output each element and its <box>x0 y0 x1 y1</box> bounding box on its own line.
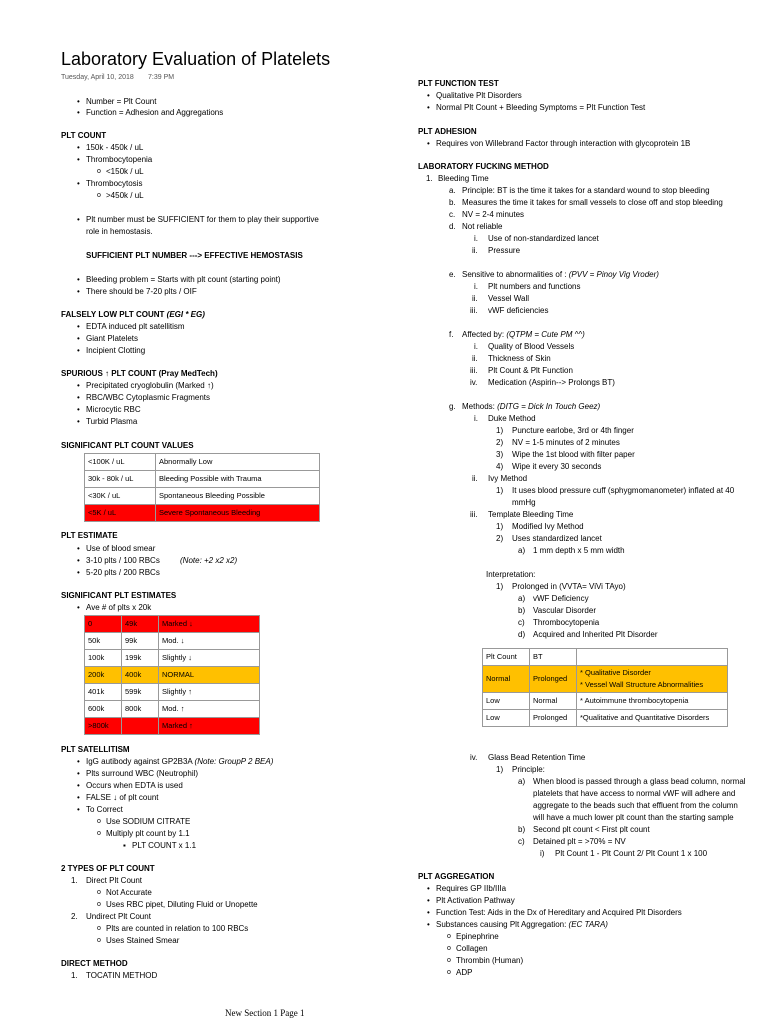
list-letter: c) <box>518 618 525 627</box>
list-item: Modified Ivy Method <box>512 522 584 531</box>
list-item: TOCATIN METHOD <box>86 971 158 980</box>
page-date: Tuesday, April 10, 2018 <box>61 74 134 81</box>
list-item: Acquired and Inherited Plt Disorder <box>533 630 658 639</box>
table-cell: *Qualitative and Quantitative Disorders <box>577 710 728 727</box>
list-item: Thickness of Skin <box>488 354 551 363</box>
list-item: Wipe it every 30 seconds <box>512 462 602 471</box>
table-cell: Low <box>483 693 530 710</box>
table-cell: <100K / uL <box>85 454 156 471</box>
list-item: Ivy Method <box>488 474 528 483</box>
table-cell: <30K / uL <box>85 488 156 505</box>
list-item: NV = 1-5 minutes of 2 minutes <box>512 438 620 447</box>
list-item: o Multiply plt count by 1.1 <box>106 828 190 840</box>
list-item: o <150k / uL <box>106 166 144 178</box>
item-text: IgG autibody against GP2B3A <box>86 757 193 766</box>
table-cell: 199k <box>122 650 159 667</box>
list-item <box>462 329 585 341</box>
item-text: Substances causing Plt Aggregation: <box>436 920 567 929</box>
list-item: Uses standardized lancet <box>512 534 602 543</box>
list-letter: a) <box>518 777 526 786</box>
table-row <box>85 633 260 650</box>
list-item: 1 mm depth x 5 mm width <box>533 546 625 555</box>
table-cell: Slightly ↑ <box>159 684 260 701</box>
list-number: 1. <box>71 971 78 980</box>
list-item: o Epinephrine <box>456 931 499 943</box>
section-heading: SPURIOUS ↑ PLT COUNT (Pray MedTech) <box>61 369 218 378</box>
list-item: o >450k / uL <box>106 190 144 202</box>
table-cell: 50k <box>85 633 122 650</box>
list-roman: i. <box>474 414 478 423</box>
mnemonic-note: (EGI * EG) <box>166 310 205 319</box>
list-roman: ii. <box>472 474 478 483</box>
table-cell: 600k <box>85 701 122 718</box>
list-number: 2) <box>496 534 504 543</box>
list-item: • Turbid Plasma <box>86 416 137 428</box>
list-item: • Thrombocytosis <box>86 178 142 190</box>
table-cell: Slightly ↓ <box>159 650 260 667</box>
list-item: • EDTA induced plt satellitism <box>86 321 185 333</box>
list-item: • Thrombocytopenia <box>86 154 152 166</box>
list-roman: iv. <box>470 753 478 762</box>
list-item: Puncture earlobe, 3rd or 4th finger <box>512 426 634 435</box>
list-letter: e. <box>449 270 456 279</box>
list-letter: b. <box>449 198 456 207</box>
list-item: Prolonged in (VVTA= ViVi TAyo) <box>512 582 626 591</box>
estimate-note: (Note: +2 x2 x2) <box>180 556 238 565</box>
section-heading: LABORATORY FUCKING METHOD <box>418 162 549 171</box>
table-header <box>577 649 728 666</box>
text-line: will have a much lower plt count than the starting sample <box>533 813 734 822</box>
list-letter: a. <box>449 186 456 195</box>
list-item: Quality of Blood Vessels <box>488 342 575 351</box>
table-row <box>483 649 728 666</box>
list-roman: ii. <box>472 354 478 363</box>
heading-text: FALSELY LOW PLT COUNT <box>61 310 165 319</box>
mnemonic-note: (EC TARA) <box>568 920 608 929</box>
table-cell: 200k <box>85 667 122 684</box>
list-item: Undirect Plt Count <box>86 912 151 921</box>
list-item: • Requires GP IIb/IIIa <box>436 883 506 895</box>
list-number: 2. <box>71 912 78 921</box>
table-cell: Prolonged <box>530 710 577 727</box>
list-number: 1) <box>496 486 504 495</box>
list-roman: ii. <box>472 294 478 303</box>
list-item: • 5-20 plts / 200 RBCs <box>86 567 160 579</box>
list-letter: c) <box>518 837 525 846</box>
list-item <box>462 401 600 413</box>
list-item: Second plt count < First plt count <box>533 825 650 834</box>
list-item: • Use of blood smear <box>86 543 155 555</box>
table-header: Plt Count <box>483 649 530 666</box>
table-cell: <5K / uL <box>85 505 156 522</box>
page-time: 7:39 PM <box>148 74 175 81</box>
list-item: Principle: <box>512 765 545 774</box>
list-item <box>462 269 659 281</box>
table-cell: 800k <box>122 701 159 718</box>
table-cell: Low <box>483 710 530 727</box>
list-letter: a) <box>518 546 526 555</box>
table-row <box>85 701 260 718</box>
cell-line: * Qualitative Disorder <box>580 668 651 677</box>
list-item: o Plts are counted in relation to 100 RBCs <box>106 923 248 935</box>
list-roman: i. <box>474 234 478 243</box>
table-cell: * Autoimmune thrombocytopenia <box>577 693 728 710</box>
table-cell: Marked ↓ <box>159 616 260 633</box>
highlight-text: SUFFICIENT PLT NUMBER ---> EFFECTIVE HEMOSTASIS <box>86 251 303 260</box>
list-item: Not reliable <box>462 222 503 231</box>
list-item: • Function Test: Aids in the Dx of Hereditary and Acquired Plt Disorders <box>436 907 682 919</box>
table-row <box>483 710 728 727</box>
table-row <box>85 616 260 633</box>
list-item: • Giant Platelets <box>86 333 138 345</box>
table-cell: 401k <box>85 684 122 701</box>
list-number: 1) <box>496 582 504 591</box>
page-footer: New Section 1 Page 1 <box>225 1008 305 1018</box>
list-item: o ADP <box>456 967 472 979</box>
list-item: o Use SODIUM CITRATE <box>106 816 190 828</box>
section-heading <box>61 309 205 321</box>
list-number: 1. <box>71 876 78 885</box>
table-cell: 400k <box>122 667 159 684</box>
list-item <box>436 919 608 931</box>
table-cell <box>577 666 728 693</box>
list-item: Template Bleeding Time <box>488 510 574 519</box>
list-item: • Occurs when EDTA is used <box>86 780 183 792</box>
table-cell: 0 <box>85 616 122 633</box>
list-item: Thrombocytopenia <box>533 618 600 627</box>
list-number: 3) <box>496 450 504 459</box>
list-roman: iii. <box>470 306 478 315</box>
table-cell: Mod. ↑ <box>159 701 260 718</box>
table-row <box>85 684 260 701</box>
section-heading: PLT ADHESION <box>418 127 477 136</box>
bleeding-time-table <box>482 648 728 727</box>
table-cell: Spontaneous Bleeding Possible <box>156 488 320 505</box>
list-item <box>86 756 273 768</box>
section-heading: PLT FUNCTION TEST <box>418 79 499 88</box>
table-cell: 30k - 80k / uL <box>85 471 156 488</box>
list-item: o Collagen <box>456 943 488 955</box>
cell-line: * Vessel Wall Structure Abnormalities <box>580 680 704 689</box>
list-item: vWF Deficiency <box>533 594 589 603</box>
table-cell <box>122 718 159 735</box>
table-cell: Marked ↑ <box>159 718 260 735</box>
list-item: • FALSE ↓ of plt count <box>86 792 158 804</box>
section-heading: PLT AGGREGATION <box>418 872 495 881</box>
list-item: o Not Accurate <box>106 887 152 899</box>
list-letter: g. <box>449 402 456 411</box>
list-item: • Qualitative Plt Disorders <box>436 90 522 102</box>
text-line: When blood is passed through a glass bead column, normal <box>533 777 746 786</box>
section-heading: SIGNIFICANT PLT ESTIMATES <box>61 591 177 600</box>
list-number: 1) <box>496 765 504 774</box>
list-item: • 3-10 plts / 100 RBCs <box>86 555 160 567</box>
list-letter: d) <box>518 630 526 639</box>
list-item: Use of non-standardized lancet <box>488 234 599 243</box>
list-item: • Ave # of plts x 20k <box>86 602 151 614</box>
plt-count-values-table <box>84 453 320 522</box>
list-item: Direct Plt Count <box>86 876 143 885</box>
table-cell: 49k <box>122 616 159 633</box>
table-cell: 99k <box>122 633 159 650</box>
table-cell: 100k <box>85 650 122 667</box>
list-letter: d. <box>449 222 456 231</box>
list-item: Measures the time it takes for small vessels to close off and stop bleeding <box>462 198 723 207</box>
list-item: • To Correct <box>86 804 123 816</box>
list-item: • Plt number must be SUFFICIENT for them to play their supportive <box>86 214 319 226</box>
text-line: platelets that have access to normal vWF will adhere and <box>533 789 736 798</box>
list-item: • Function = Adhesion and Aggregations <box>86 107 223 119</box>
mnemonic-note: (DITG = Dick In Touch Geez) <box>497 402 601 411</box>
list-item: Plt Count & Plt Function <box>488 366 573 375</box>
text-line: mmHg <box>512 498 536 507</box>
plt-estimates-table <box>84 615 260 735</box>
list-item: o Thrombin (Human) <box>456 955 523 967</box>
list-number: 1) <box>496 522 504 531</box>
table-cell: NORMAL <box>159 667 260 684</box>
list-roman: iii. <box>470 510 478 519</box>
list-item: • Microcytic RBC <box>86 404 141 416</box>
list-roman: ii. <box>472 246 478 255</box>
table-row <box>85 471 320 488</box>
list-item: Detained plt = >70% = NV <box>533 837 626 846</box>
list-letter: b) <box>518 606 526 615</box>
list-item: • Requires von Willebrand Factor through interaction with glycoprotein 1B <box>436 138 690 150</box>
list-item: Bleeding Time <box>438 174 489 183</box>
list-letter: c. <box>449 210 456 219</box>
section-heading: PLT COUNT <box>61 131 107 140</box>
formula: Plt Count 1 - Plt Count 2/ Plt Count 1 x 100 <box>555 849 708 858</box>
list-roman: i) <box>540 849 545 858</box>
list-item: • Normal Plt Count + Bleeding Symptoms = Plt Function Test <box>436 102 645 114</box>
list-item: o Uses RBC pipet, Diluting Fluid or Unopette <box>106 899 258 911</box>
list-item: • Plts surround WBC (Neutrophil) <box>86 768 198 780</box>
list-item: • Incipient Clotting <box>86 345 145 357</box>
list-roman: i. <box>474 342 478 351</box>
list-item: • RBC/WBC Cytoplasmic Fragments <box>86 392 210 404</box>
list-item: • Bleeding problem = Starts with plt count (starting point) <box>86 274 281 286</box>
list-item: ▪ PLT COUNT x 1.1 <box>132 840 196 852</box>
table-row <box>85 650 260 667</box>
table-cell: 599k <box>122 684 159 701</box>
mnemonic-note: (Note: GroupP 2 BEA) <box>194 757 274 766</box>
table-cell: Severe Spontaneous Bleeding <box>156 505 320 522</box>
text-line: aggregate to the beads such that effluent from the column <box>533 801 738 810</box>
table-row <box>483 666 728 693</box>
list-item: • There should be 7-20 plts / OIF <box>86 286 197 298</box>
table-cell: Prolonged <box>530 666 577 693</box>
table-row <box>483 693 728 710</box>
list-item: It uses blood pressure cuff (sphygmomanometer) inflated at 40 <box>512 486 735 495</box>
list-item: Plt numbers and functions <box>488 282 581 291</box>
list-item: Medication (Aspirin--> Prolongs BT) <box>488 378 615 387</box>
list-letter: a) <box>518 594 526 603</box>
list-item: Principle: BT is the time it takes for a standard wound to stop bleeding <box>462 186 710 195</box>
item-text: Affected by: <box>462 330 505 339</box>
mnemonic-note: (PVV = Pinoy Vig Vroder) <box>568 270 659 279</box>
list-item: Vascular Disorder <box>533 606 596 615</box>
table-cell: Normal <box>530 693 577 710</box>
section-heading: PLT ESTIMATE <box>61 531 118 540</box>
page-title: Laboratory Evaluation of Platelets <box>61 49 331 69</box>
list-item: • 150k - 450k / uL <box>86 142 143 154</box>
section-heading: DIRECT METHOD <box>61 959 128 968</box>
table-row <box>85 667 260 684</box>
interpretation-label: Interpretation: <box>486 570 536 579</box>
item-text: Methods: <box>462 402 495 411</box>
list-roman: i. <box>474 282 478 291</box>
list-item: vWF deficiencies <box>488 306 549 315</box>
table-row <box>85 488 320 505</box>
list-item: • Plt Activation Pathway <box>436 895 515 907</box>
table-row <box>85 454 320 471</box>
list-letter: b) <box>518 825 526 834</box>
list-roman: iv. <box>470 378 478 387</box>
table-header: BT <box>530 649 577 666</box>
list-item: Pressure <box>488 246 521 255</box>
table-cell: Bleeding Possible with Trauma <box>156 471 320 488</box>
table-cell: Normal <box>483 666 530 693</box>
list-item: NV = 2-4 minutes <box>462 210 525 219</box>
list-number: 1) <box>496 426 504 435</box>
list-number: 1. <box>426 174 433 183</box>
list-letter: f. <box>449 330 454 339</box>
list-item: o Uses Stained Smear <box>106 935 179 947</box>
list-roman: iii. <box>470 366 478 375</box>
section-heading: 2 TYPES OF PLT COUNT <box>61 864 155 873</box>
list-item: Glass Bead Retention Time <box>488 753 586 762</box>
list-item: Duke Method <box>488 414 536 423</box>
table-row <box>85 718 260 735</box>
list-number: 2) <box>496 438 504 447</box>
list-number: 4) <box>496 462 504 471</box>
text-line: role in hemostasis. <box>86 227 153 236</box>
section-heading: PLT SATELLITISM <box>61 745 130 754</box>
table-cell: >800k <box>85 718 122 735</box>
mnemonic-note: (QTPM = Cute PM ^^) <box>506 330 585 339</box>
table-row <box>85 505 320 522</box>
section-heading: SIGNIFICANT PLT COUNT VALUES <box>61 441 194 450</box>
list-item: • Number = Plt Count <box>86 96 156 108</box>
table-cell: Mod. ↓ <box>159 633 260 650</box>
item-text: Sensitive to abnormalities of : <box>462 270 567 279</box>
list-item: • Precipitated cryoglobulin (Marked ↑) <box>86 380 214 392</box>
list-item: Wipe the 1st blood with filter paper <box>512 450 635 459</box>
list-item: Vessel Wall <box>488 294 530 303</box>
table-cell: Abnormally Low <box>156 454 320 471</box>
